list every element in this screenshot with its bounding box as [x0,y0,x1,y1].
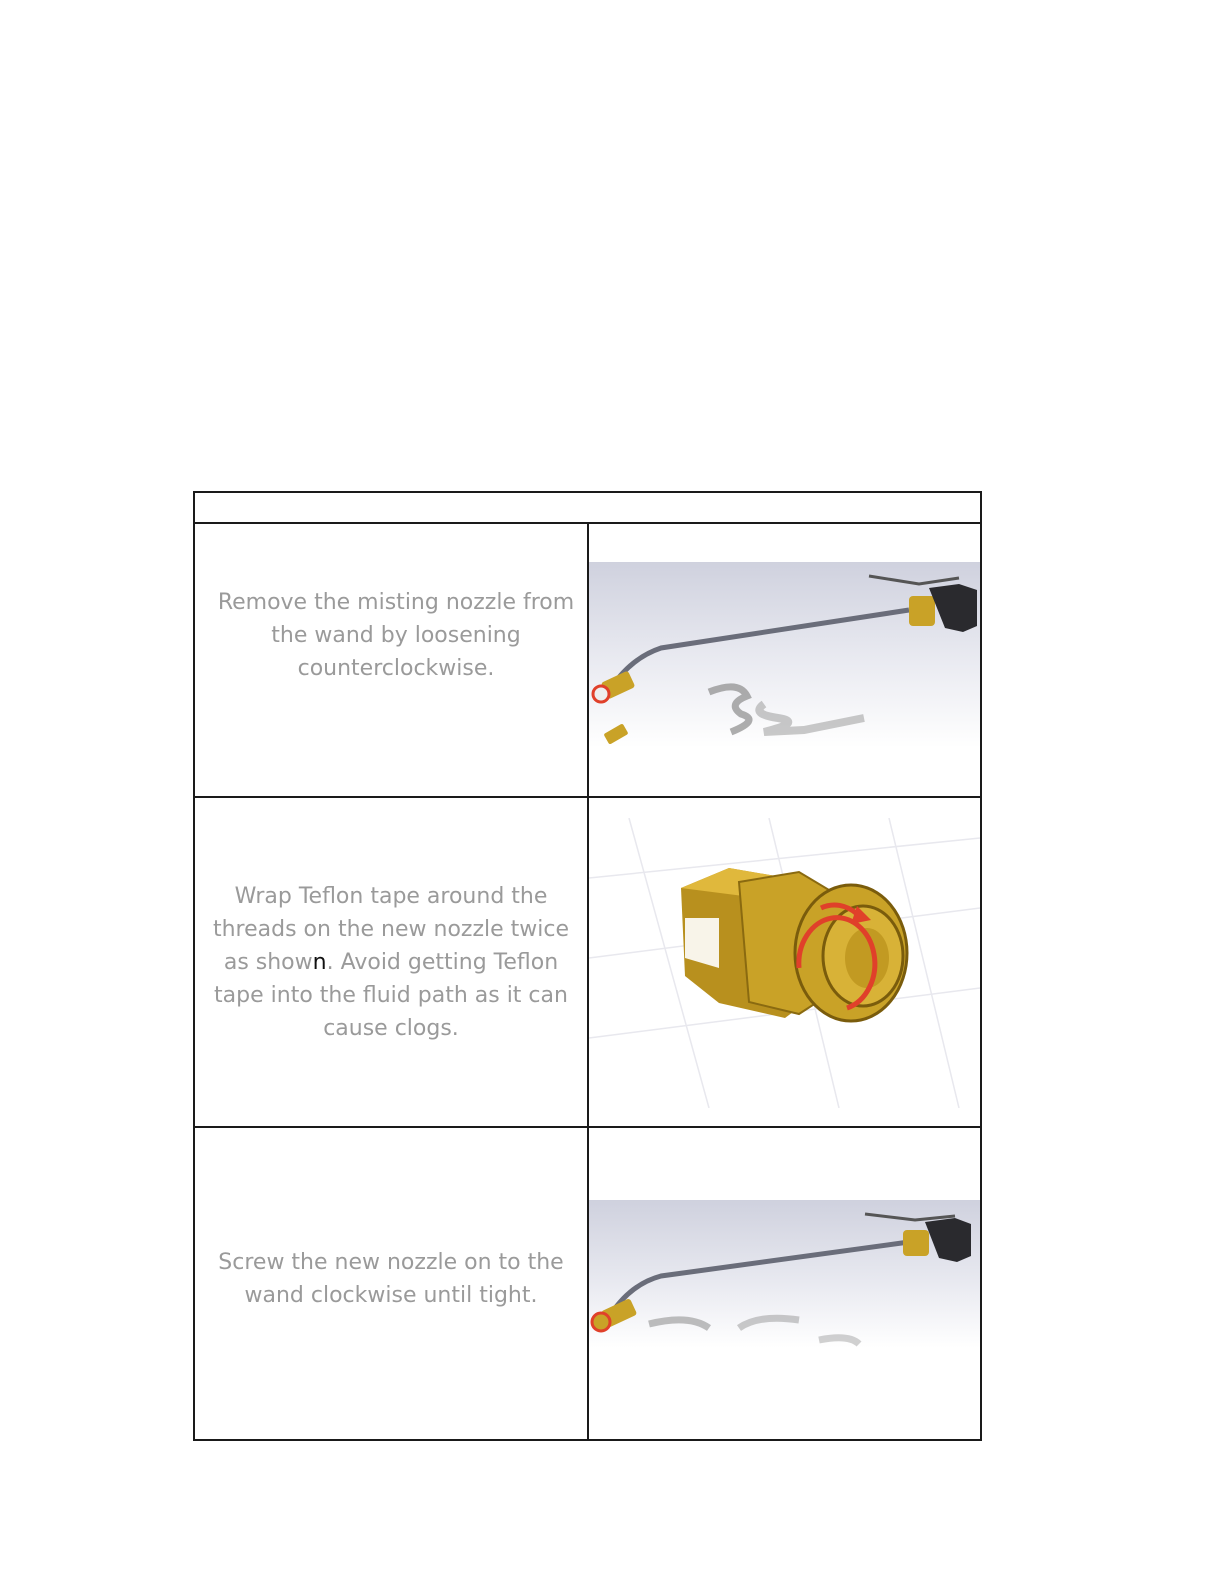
step-2-instruction-before: Wrap Teflon tape around the threads on the new nozzle twice as show [212,883,570,975]
wand-removal-illustration [589,562,980,748]
step-3-image-cell [589,1128,980,1439]
step-3-instruction: Screw the new nozzle on to the wand clockwise until tight. [218,1249,564,1308]
step-3-text-cell [195,1128,587,1439]
step-2-text-cell [195,798,587,1126]
step-1-image-cell [589,524,980,796]
step-2-image-cell [589,798,980,1126]
step-2-instruction-after: . Avoid getting Teflon tape into the fluid path as it can cause clogs. [214,949,568,1041]
procedure-table [193,491,982,1441]
step-1-instruction: Remove the misting nozzle from the wand by loosening counterclockwise. [217,590,575,681]
table-row-step-1 [195,524,980,798]
step-2-instruction [206,880,576,1045]
wand-attach-illustration [589,1200,980,1348]
step-1-text-cell [195,524,587,796]
table-header-row [195,493,980,524]
nozzle-thread-closeup-illustration [589,818,980,1108]
table-row-step-2 [195,798,980,1128]
step-2-instruction-highlight: n [312,949,327,975]
table-row-step-3 [195,1128,980,1439]
